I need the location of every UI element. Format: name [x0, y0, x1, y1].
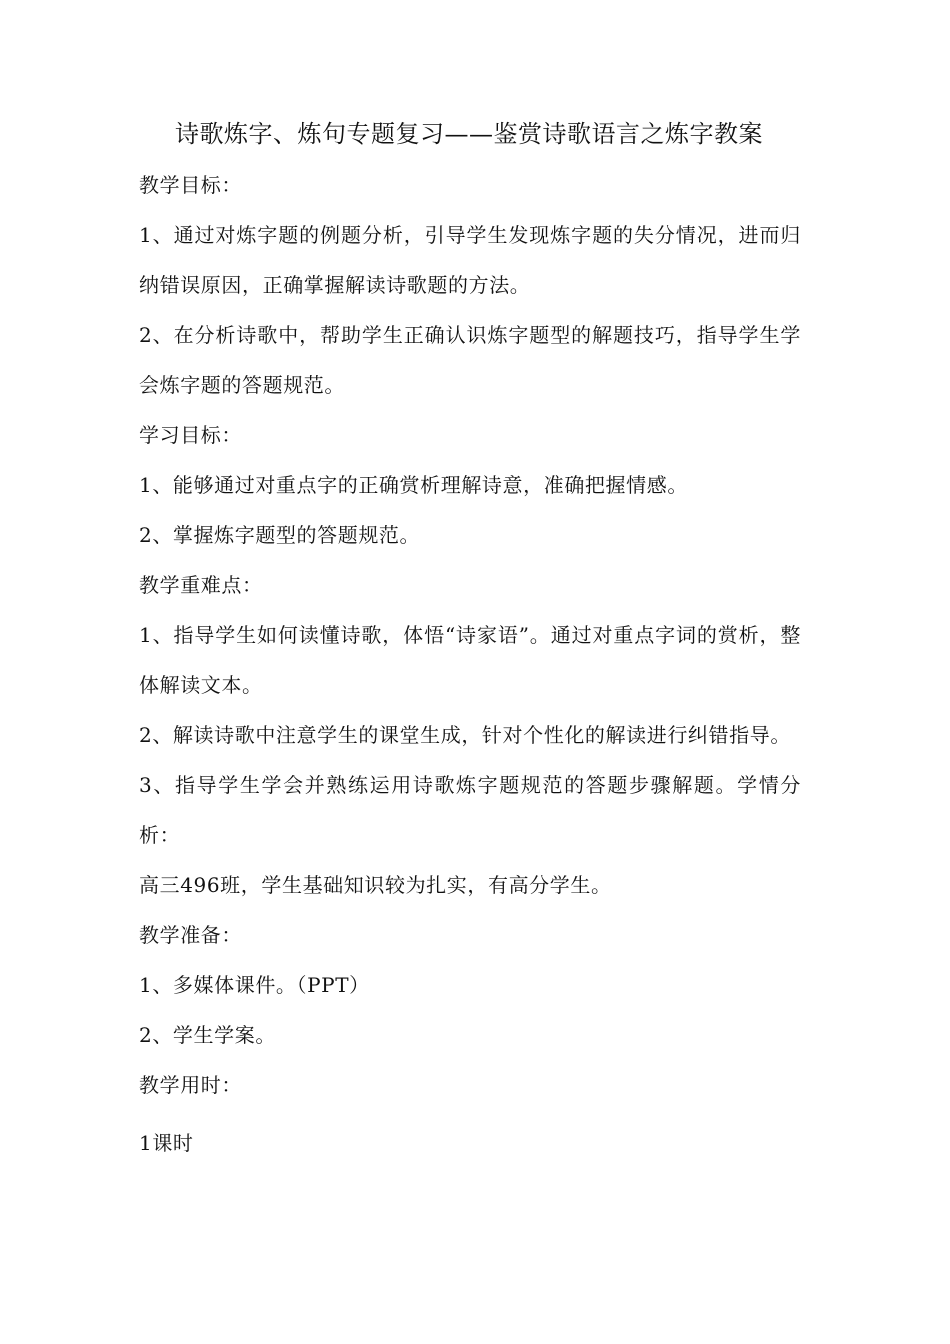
key-point-1: 1、指导学生如何读懂诗歌，体悟“诗家语”。通过对重点字词的赏析，整体解读文本。 — [139, 623, 801, 697]
heading-teaching-goals: 教学目标： — [139, 173, 242, 197]
learning-goal-1: 1、能够通过对重点字的正确赏析理解诗意，准确把握情感。 — [139, 473, 688, 497]
class-time-value: 1课时 — [139, 1131, 194, 1155]
teaching-goal-2: 2、在分析诗歌中，帮助学生正确认识炼字题型的解题技巧，指导学生学会炼字题的答题规范。 — [139, 323, 801, 397]
key-point-3: 3、指导学生学会并熟练运用诗歌炼字题规范的答题步骤解题。学情分析： — [139, 773, 801, 847]
heading-learning-goals: 学习目标： — [139, 423, 242, 447]
heading-key-points: 教学重难点： — [139, 573, 263, 597]
student-analysis: 高三496班，学生基础知识较为扎实，有高分学生。 — [139, 873, 612, 897]
heading-class-time: 教学用时： — [139, 1073, 242, 1097]
learning-goal-2: 2、掌握炼字题型的答题规范。 — [139, 523, 421, 547]
document-title: 诗歌炼字、炼句专题复习——鉴赏诗歌语言之炼字教案 — [175, 120, 763, 148]
teaching-goal-1: 1、通过对炼字题的例题分析，引导学生发现炼字题的失分情况，进而归纳错误原因，正确掌握解读诗歌题的方法。 — [139, 223, 801, 297]
preparation-1: 1、多媒体课件。（PPT） — [139, 973, 370, 997]
key-point-2: 2、解读诗歌中注意学生的课堂生成，针对个性化的解读进行纠错指导。 — [139, 723, 791, 747]
document-body — [139, 160, 801, 1168]
preparation-2: 2、学生学案。 — [139, 1023, 276, 1047]
heading-preparation: 教学准备： — [139, 923, 242, 947]
